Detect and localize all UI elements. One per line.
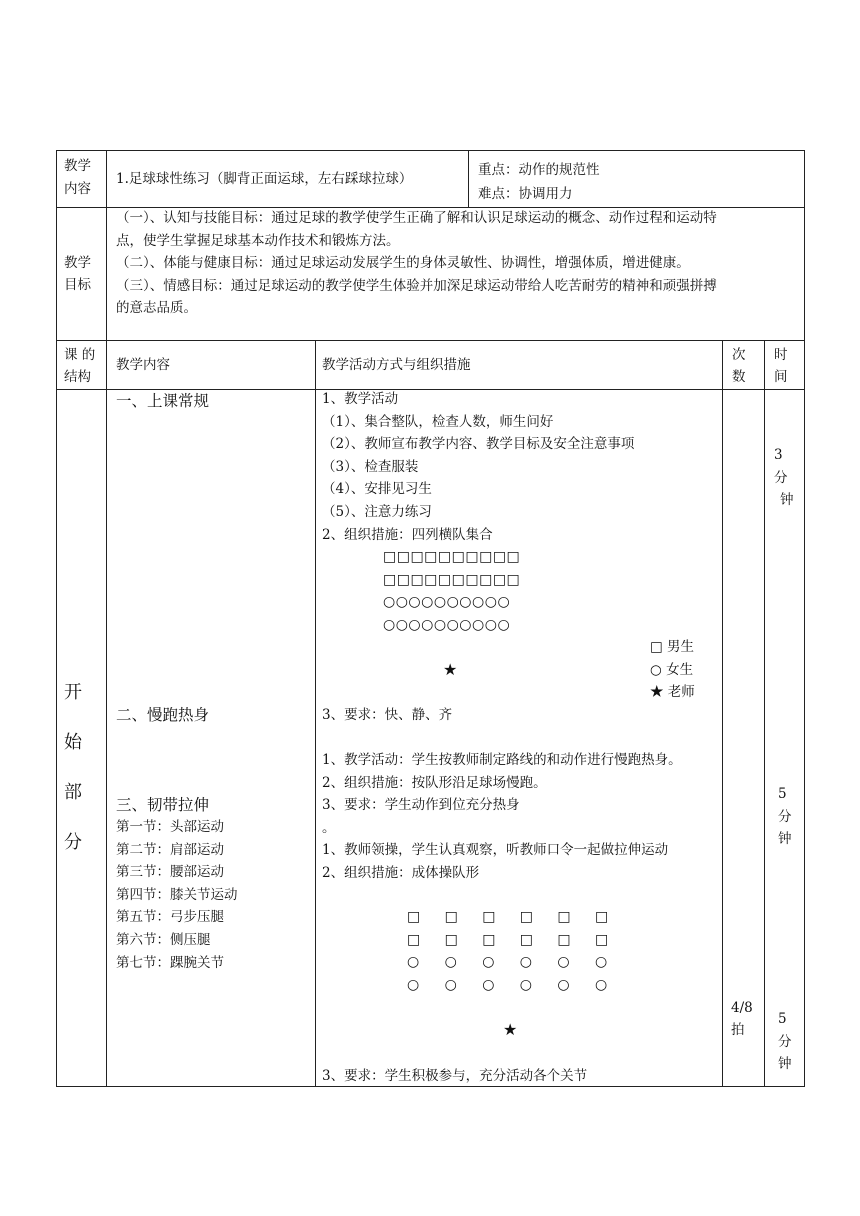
female-circle-icon: ○ — [519, 976, 532, 993]
objective-line: （一）、认知与技能目标：通过足球的教学使学生正确了解和认识足球运动的概念、动作过程和运动特 — [116, 210, 717, 226]
gym-formation-grid — [407, 906, 633, 996]
legend-teacher: ★ 老师 — [650, 684, 695, 701]
male-square-icon: □ — [444, 931, 458, 948]
section-jog: 二、慢跑热身 — [116, 706, 210, 724]
male-square-icon: □ — [519, 909, 534, 925]
activity-line: （4）、安排见习生 — [322, 481, 432, 498]
count-value-1: 4/8 — [731, 1000, 753, 1016]
time-digit: 3 — [774, 447, 783, 463]
legend-male: □ 男生 — [650, 639, 695, 655]
activity-line: 1、教师领操，学生认真观察，听教师口令一起做拉伸运动 — [322, 842, 669, 859]
legend-female: ○ 女生 — [650, 661, 694, 678]
male-square-icon: □ — [444, 909, 458, 925]
count-value-2: 拍 — [731, 1022, 745, 1038]
activity-line: 1、教学活动 — [322, 391, 399, 407]
key-point: 重点：动作的规范性 — [478, 162, 600, 178]
formation-row: □□□□□□□□□□ — [383, 571, 521, 588]
female-circle-icon: ○ — [557, 976, 570, 993]
activity-line: （1）、集合整队，检查人数，师生问好 — [322, 413, 554, 430]
col-divider-content — [315, 340, 316, 1087]
activity-line: 。 — [322, 819, 336, 836]
male-square-icon: □ — [519, 931, 534, 948]
time-digit: 5 — [778, 1011, 787, 1027]
male-square-icon: □ — [482, 909, 496, 925]
col-divider-count — [764, 340, 765, 1087]
time-unit: 分 — [778, 808, 792, 825]
stretch-item: 第七节：踝腕关节 — [116, 954, 224, 971]
objective-line: （三）、情感目标：通过足球运动的教学使学生体验并加深足球运动带给人吃苦耐劳的精神和顽强拼搏 — [116, 277, 717, 294]
activity-line: （2）、教师宣布教学内容、教学目标及安全注意事项 — [322, 436, 635, 453]
teacher-star-icon: ★ — [503, 1020, 518, 1039]
female-circle-icon: ○ — [482, 954, 495, 971]
time-digit: 5 — [778, 786, 787, 802]
male-square-icon: □ — [407, 909, 421, 925]
grid-row — [407, 906, 633, 929]
col-count-2: 数 — [732, 369, 746, 385]
col-time-2: 间 — [774, 369, 788, 385]
objectives-label-2: 目标 — [64, 277, 91, 293]
male-square-icon: □ — [557, 931, 571, 948]
section-stretch: 三、韧带拉伸 — [116, 796, 210, 814]
activity-block-1 — [322, 388, 634, 546]
male-square-icon: □ — [407, 931, 421, 948]
grid-row — [407, 951, 633, 974]
part-char: 开 — [64, 682, 82, 703]
female-circle-icon: ○ — [557, 954, 570, 971]
male-square-icon: □ — [482, 931, 496, 948]
male-square-icon: □ — [557, 909, 571, 925]
female-circle-icon: ○ — [444, 976, 457, 993]
part-label — [64, 668, 88, 868]
col-time-1: 时 — [774, 347, 788, 363]
content-label-1: 教学 — [64, 158, 91, 174]
activity-line: 2、组织措施：按队形沿足球场慢跑。 — [322, 774, 547, 791]
stretch-item: 第三节：腰部运动 — [116, 864, 224, 881]
part-char: 分 — [64, 832, 82, 853]
time-1 — [774, 444, 794, 512]
col-count-1: 次 — [732, 347, 746, 363]
time-unit: 分 — [774, 469, 788, 486]
col-activity: 教学活动方式与组织措施 — [322, 357, 471, 373]
objectives-label-1: 教学 — [64, 255, 91, 271]
objective-line: 点，使学生掌握足球基本动作技术和锻炼方法。 — [116, 232, 400, 249]
time-unit: 钟 — [778, 831, 792, 848]
activity-line: 2、组织措施：成体操队形 — [322, 864, 480, 881]
formation-row: □□□□□□□□□□ — [383, 549, 521, 565]
female-circle-icon: ○ — [594, 954, 608, 971]
section-routine: 一、上课常规 — [116, 392, 210, 410]
time-unit: 钟 — [780, 492, 794, 509]
col-divider-activity — [722, 340, 723, 1087]
objective-line: （二）、体能与健康目标：通过足球运动发展学生的身体灵敏性、协调性，增强体质，增进健康。 — [116, 255, 690, 272]
col-structure-1: 课 的 — [64, 347, 96, 363]
activity-line: （3）、检查服装 — [322, 458, 419, 475]
formation-row: ○○○○○○○○○○ — [383, 616, 511, 633]
formation-rows — [383, 546, 520, 636]
grid-row — [407, 929, 633, 952]
objective-line: 的意志品质。 — [116, 300, 197, 317]
col-content: 教学内容 — [116, 357, 170, 373]
col-divider-header-mid — [468, 150, 469, 207]
stretch-item: 第四节：膝关节运动 — [116, 886, 238, 903]
female-circle-icon: ○ — [594, 976, 608, 993]
requirement-1: 3、要求：快、静、齐 — [322, 707, 453, 723]
activity-block-2 — [322, 749, 682, 885]
female-circle-icon: ○ — [407, 954, 420, 971]
time-unit: 钟 — [778, 1056, 792, 1073]
male-square-icon: □ — [594, 931, 609, 948]
activity-line: 3、要求：学生动作到位充分热身 — [322, 797, 520, 814]
time-2 — [778, 783, 792, 851]
activity-line: （5）、注意力练习 — [322, 503, 432, 520]
part-char: 部 — [64, 782, 82, 803]
stretch-items — [116, 816, 238, 974]
activity-line: 2、组织措施：四列横队集合 — [322, 526, 493, 543]
stretch-item: 第二节：肩部运动 — [116, 841, 224, 858]
content-label-2: 内容 — [64, 181, 91, 197]
difficulty: 难点：协调用力 — [478, 186, 573, 202]
col-structure-2: 结构 — [64, 369, 91, 385]
row-divider-2 — [56, 340, 805, 341]
col-divider-label — [106, 150, 107, 1087]
requirement-3: 3、要求：学生积极参与，充分活动各个关节 — [322, 1068, 588, 1084]
stretch-item: 第一节：头部运动 — [116, 819, 224, 835]
part-char: 始 — [64, 732, 82, 753]
objectives-text — [116, 207, 717, 320]
female-circle-icon: ○ — [444, 954, 457, 971]
stretch-item: 第六节：侧压腿 — [116, 931, 211, 948]
female-circle-icon: ○ — [519, 954, 532, 971]
formation-row: ○○○○○○○○○○ — [383, 594, 511, 611]
content-text: 1.足球球性练习（脚背正面运球，左右踩球拉球） — [116, 171, 413, 187]
legend — [650, 636, 695, 704]
female-circle-icon: ○ — [482, 976, 495, 993]
grid-row — [407, 974, 633, 997]
teacher-star-icon: ★ — [443, 660, 458, 679]
male-square-icon: □ — [594, 909, 609, 925]
activity-line: 1、教学活动：学生按教师制定路线的和动作进行慢跑热身。 — [322, 752, 682, 768]
time-unit: 分 — [778, 1033, 792, 1050]
time-3 — [778, 1008, 792, 1076]
female-circle-icon: ○ — [407, 976, 420, 993]
stretch-item: 第五节：弓步压腿 — [116, 909, 224, 926]
